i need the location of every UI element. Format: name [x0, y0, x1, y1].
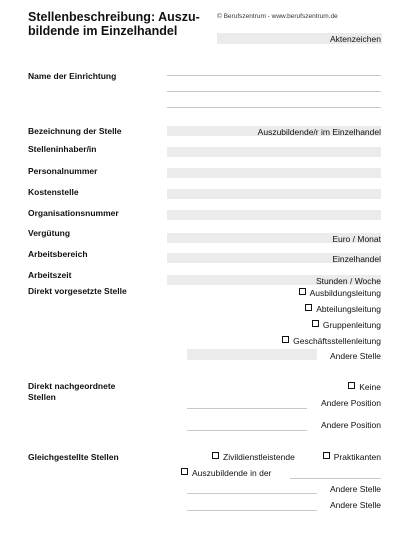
label-inhaber: Stelleninhaber/in [28, 144, 97, 154]
andere-position-line-2[interactable] [187, 430, 307, 431]
checkbox-icon[interactable] [312, 320, 319, 327]
label-organisationsnummer: Organisationsnummer [28, 208, 119, 218]
organisationsnummer-field[interactable] [167, 210, 381, 220]
einrichtung-line-1[interactable] [167, 75, 381, 76]
checkbox-icon[interactable] [299, 288, 306, 295]
label-verguetung: Vergütung [28, 228, 71, 238]
einrichtung-line-3[interactable] [167, 107, 381, 108]
label-kostenstelle: Kostenstelle [28, 187, 79, 197]
auszubildende-line[interactable] [290, 478, 381, 479]
checkbox-icon[interactable] [348, 382, 355, 389]
checkbox-icon[interactable] [282, 336, 289, 343]
page-title: Stellenbeschreibung: Auszu-bildende im Einzelhandel [28, 10, 200, 38]
checkbox-icon[interactable] [323, 452, 330, 459]
andere-stelle-line-1[interactable] [187, 493, 317, 494]
einrichtung-line-2[interactable] [167, 91, 381, 92]
label-arbeitszeit: Arbeitszeit [28, 270, 72, 280]
option-praktikanten[interactable] [323, 452, 381, 462]
label-vorgesetzte: Direkt vorgesetzte Stelle [28, 286, 127, 296]
andere-stelle-label-2: Andere Stelle [329, 500, 381, 510]
copyright-note: © Berufszentrum - www.berufszentrum.de [217, 13, 338, 20]
label-nachgeordnete-2: Stellen [28, 392, 56, 402]
option-abteilungsleitung[interactable] [305, 304, 381, 314]
kostenstelle-field[interactable] [167, 189, 381, 199]
checkbox-icon[interactable] [212, 452, 219, 459]
aktenzeichen-label: Aktenzeichen [329, 34, 381, 44]
checkbox-icon[interactable] [305, 304, 312, 311]
andere-stelle-line-2[interactable] [187, 510, 317, 511]
label-einrichtung: Name der Einrichtung [28, 71, 117, 81]
label-nachgeordnete: Direkt nachgeordnete [28, 381, 116, 391]
arbeitsbereich-value: Einzelhandel [332, 254, 381, 264]
option-gruppenleitung[interactable] [312, 320, 381, 330]
personalnummer-field[interactable] [167, 168, 381, 178]
label-gleichgestellte: Gleichgestellte Stellen [28, 452, 119, 462]
bezeichnung-value: Auszubildende/r im Einzelhandel [257, 127, 381, 137]
option-label: Geschäftsstellenleitung [293, 336, 381, 346]
option-label: Auszubildende in der [192, 468, 272, 478]
option-label: Abteilungsleitung [316, 304, 381, 314]
andere-position-line-1[interactable] [187, 408, 307, 409]
option-label: Ausbildungsleitung [309, 288, 381, 298]
arbeitszeit-value: Stunden / Woche [315, 276, 381, 286]
label-personalnummer: Personalnummer [28, 166, 98, 176]
option-label: Keine [359, 382, 381, 392]
option-label: Gruppenleitung [322, 320, 381, 330]
option-keine[interactable] [348, 382, 381, 392]
andere-stelle-label-1: Andere Stelle [329, 484, 381, 494]
andere-stelle-field[interactable] [187, 349, 317, 360]
andere-stelle-label: Andere Stelle [329, 351, 381, 361]
option-auszubildende[interactable] [181, 468, 271, 478]
checkbox-icon[interactable] [181, 468, 188, 475]
inhaber-field[interactable] [167, 147, 381, 157]
option-ausbildungsleitung[interactable] [299, 288, 381, 298]
andere-position-label-1: Andere Position [320, 398, 381, 408]
andere-position-label-2: Andere Position [320, 420, 381, 430]
option-label: Praktikanten [333, 452, 381, 462]
verguetung-value: Euro / Monat [332, 234, 381, 244]
label-bezeichnung: Bezeichnung der Stelle [28, 126, 122, 136]
label-arbeitsbereich: Arbeitsbereich [28, 249, 88, 259]
option-label: Zivildienstleistende [223, 452, 295, 462]
option-geschaeftsstellenleitung[interactable] [282, 336, 381, 346]
option-zivildienstleistende[interactable] [212, 452, 295, 462]
